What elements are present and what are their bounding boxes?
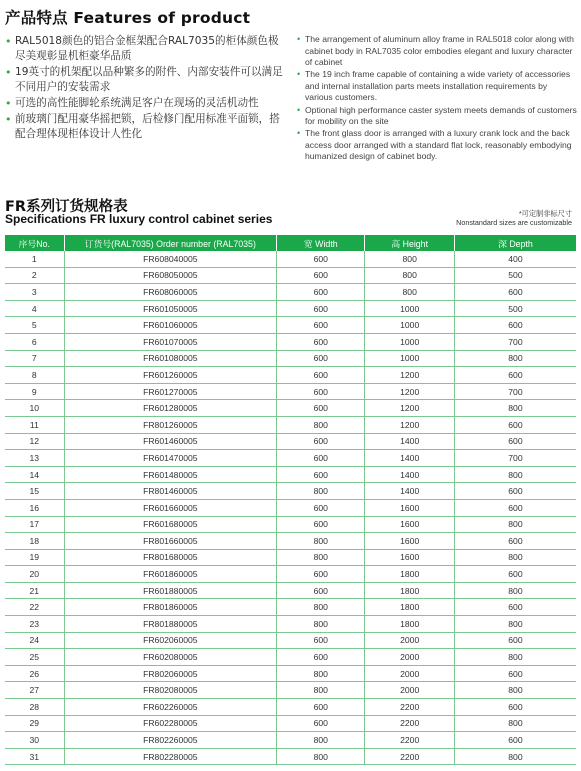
cell-no: 28 <box>5 699 64 716</box>
cell-depth: 700 <box>454 383 576 400</box>
cell-no: 7 <box>5 350 64 367</box>
cell-order-number: FR601050005 <box>64 300 277 317</box>
cell-height: 1800 <box>365 582 454 599</box>
cell-width: 600 <box>277 699 365 716</box>
table-row <box>5 400 576 417</box>
cell-order-number: FR801880005 <box>64 616 277 633</box>
cell-depth: 700 <box>454 450 576 467</box>
cell-depth: 800 <box>454 516 576 533</box>
cell-width: 600 <box>277 566 365 583</box>
features-title: 产品特点 Features of product <box>5 9 251 27</box>
cell-no: 10 <box>5 400 64 417</box>
cell-width: 600 <box>277 267 365 284</box>
cell-no: 11 <box>5 416 64 433</box>
cell-height: 1400 <box>365 466 454 483</box>
cell-width: 600 <box>277 649 365 666</box>
cell-height: 800 <box>365 251 454 267</box>
table-row <box>5 649 576 666</box>
cell-depth: 700 <box>454 333 576 350</box>
cell-no: 25 <box>5 649 64 666</box>
cell-no: 23 <box>5 616 64 633</box>
cell-height: 2000 <box>365 665 454 682</box>
cell-order-number: FR801860005 <box>64 599 277 616</box>
cell-height: 2000 <box>365 682 454 699</box>
cell-height: 2200 <box>365 748 454 765</box>
cell-height: 2200 <box>365 732 454 749</box>
table-row <box>5 317 576 334</box>
cell-order-number: FR601660005 <box>64 499 277 516</box>
feature-item-en: • The 19 inch frame capable of containing a wide variety of accessories and internal installation parts meets installation requirements by various customers. <box>297 69 577 104</box>
cell-width: 800 <box>277 533 365 550</box>
cell-height: 1600 <box>365 516 454 533</box>
cell-height: 1000 <box>365 333 454 350</box>
cell-order-number: FR601880005 <box>64 582 277 599</box>
feature-item-en: • Optional high performance caster system meets demands of customers for mobility on the site <box>297 105 577 128</box>
cell-order-number: FR601470005 <box>64 450 277 467</box>
cell-no: 31 <box>5 748 64 765</box>
table-row <box>5 350 576 367</box>
cell-depth: 600 <box>454 483 576 500</box>
table-row <box>5 616 576 633</box>
table-row <box>5 466 576 483</box>
header-no: 序号No. <box>5 235 64 251</box>
cell-width: 600 <box>277 367 365 384</box>
cell-order-number: FR801660005 <box>64 533 277 550</box>
cell-depth: 400 <box>454 251 576 267</box>
cell-order-number: FR608050005 <box>64 267 277 284</box>
cell-depth: 500 <box>454 300 576 317</box>
spec-title-en: Specifications FR luxury control cabinet series <box>5 212 273 226</box>
cell-height: 2200 <box>365 715 454 732</box>
header-height: 高 Height <box>365 235 454 251</box>
cell-width: 600 <box>277 516 365 533</box>
cell-width: 600 <box>277 632 365 649</box>
cell-no: 1 <box>5 251 64 267</box>
cell-height: 1200 <box>365 367 454 384</box>
cell-order-number: FR601260005 <box>64 367 277 384</box>
cell-no: 4 <box>5 300 64 317</box>
cell-order-number: FR601460005 <box>64 433 277 450</box>
cell-no: 15 <box>5 483 64 500</box>
feature-item-cn: • 前玻璃门配用豪华摇把锁，后检修门配用标准平面锁，搭配合理体现柜体设计人性化 <box>5 112 287 142</box>
cell-order-number: FR802060005 <box>64 665 277 682</box>
cell-no: 19 <box>5 549 64 566</box>
cell-depth: 600 <box>454 416 576 433</box>
note-en: Nonstandard sizes are customizable <box>456 218 572 227</box>
table-header-row <box>5 235 576 251</box>
cell-height: 1600 <box>365 533 454 550</box>
cell-depth: 800 <box>454 549 576 566</box>
cell-no: 14 <box>5 466 64 483</box>
cell-depth: 600 <box>454 433 576 450</box>
cell-depth: 600 <box>454 284 576 301</box>
features-list-cn <box>5 34 287 143</box>
cell-height: 1800 <box>365 616 454 633</box>
table-row <box>5 333 576 350</box>
cell-width: 600 <box>277 383 365 400</box>
table-row <box>5 632 576 649</box>
spec-title-cn: FR系列订货规格表 <box>5 199 128 215</box>
cell-order-number: FR602280005 <box>64 715 277 732</box>
cell-no: 20 <box>5 566 64 583</box>
cell-height: 1600 <box>365 499 454 516</box>
cell-order-number: FR602260005 <box>64 699 277 716</box>
cell-width: 800 <box>277 732 365 749</box>
note-cn: *可定制非标尺寸 <box>518 209 572 218</box>
header-depth: 深 Depth <box>454 235 576 251</box>
cell-no: 21 <box>5 582 64 599</box>
table-row <box>5 284 576 301</box>
cell-order-number: FR601480005 <box>64 466 277 483</box>
cell-width: 600 <box>277 333 365 350</box>
cell-height: 1000 <box>365 300 454 317</box>
cell-no: 6 <box>5 333 64 350</box>
cell-depth: 600 <box>454 732 576 749</box>
features-list-en <box>297 34 577 164</box>
cell-width: 600 <box>277 251 365 267</box>
table-row <box>5 433 576 450</box>
cell-width: 600 <box>277 350 365 367</box>
table-row <box>5 267 576 284</box>
cell-order-number: FR802280005 <box>64 748 277 765</box>
cell-depth: 800 <box>454 748 576 765</box>
table-row <box>5 549 576 566</box>
cell-width: 800 <box>277 665 365 682</box>
cell-depth: 600 <box>454 317 576 334</box>
cell-height: 2200 <box>365 699 454 716</box>
cell-width: 800 <box>277 616 365 633</box>
cell-no: 24 <box>5 632 64 649</box>
header-width: 宽 Width <box>277 235 365 251</box>
cell-depth: 800 <box>454 350 576 367</box>
cell-depth: 800 <box>454 682 576 699</box>
table-row <box>5 251 576 267</box>
cell-depth: 600 <box>454 367 576 384</box>
table-row <box>5 582 576 599</box>
cell-height: 2000 <box>365 649 454 666</box>
cell-order-number: FR601070005 <box>64 333 277 350</box>
cell-order-number: FR801260005 <box>64 416 277 433</box>
table-row <box>5 748 576 765</box>
cell-width: 600 <box>277 450 365 467</box>
cell-no: 2 <box>5 267 64 284</box>
cell-no: 13 <box>5 450 64 467</box>
cell-no: 30 <box>5 732 64 749</box>
cell-width: 600 <box>277 284 365 301</box>
table-row <box>5 665 576 682</box>
cell-order-number: FR801460005 <box>64 483 277 500</box>
cell-depth: 800 <box>454 400 576 417</box>
cell-order-number: FR802080005 <box>64 682 277 699</box>
table-row <box>5 416 576 433</box>
cell-order-number: FR601280005 <box>64 400 277 417</box>
cell-depth: 600 <box>454 533 576 550</box>
table-row <box>5 682 576 699</box>
cell-height: 1400 <box>365 483 454 500</box>
cell-no: 8 <box>5 367 64 384</box>
cell-depth: 800 <box>454 616 576 633</box>
cell-no: 9 <box>5 383 64 400</box>
cell-width: 600 <box>277 317 365 334</box>
cell-no: 5 <box>5 317 64 334</box>
cell-width: 800 <box>277 549 365 566</box>
table-row <box>5 383 576 400</box>
cell-depth: 600 <box>454 632 576 649</box>
table-row <box>5 599 576 616</box>
cell-order-number: FR601270005 <box>64 383 277 400</box>
table-row <box>5 367 576 384</box>
table-row <box>5 732 576 749</box>
cell-depth: 800 <box>454 649 576 666</box>
table-row <box>5 516 576 533</box>
cell-depth: 500 <box>454 267 576 284</box>
cell-width: 800 <box>277 599 365 616</box>
cell-width: 600 <box>277 400 365 417</box>
cell-height: 1200 <box>365 383 454 400</box>
cell-no: 17 <box>5 516 64 533</box>
cell-order-number: FR601860005 <box>64 566 277 583</box>
cell-order-number: FR601060005 <box>64 317 277 334</box>
nonstandard-note <box>456 209 572 227</box>
cell-height: 2000 <box>365 632 454 649</box>
cell-height: 1400 <box>365 450 454 467</box>
table-row <box>5 566 576 583</box>
cell-depth: 600 <box>454 566 576 583</box>
cell-order-number: FR608060005 <box>64 284 277 301</box>
cell-order-number: FR608040005 <box>64 251 277 267</box>
cell-order-number: FR601680005 <box>64 516 277 533</box>
cell-height: 1200 <box>365 416 454 433</box>
cell-no: 27 <box>5 682 64 699</box>
cell-no: 3 <box>5 284 64 301</box>
cell-no: 29 <box>5 715 64 732</box>
cell-no: 18 <box>5 533 64 550</box>
cell-height: 1000 <box>365 317 454 334</box>
cell-width: 800 <box>277 748 365 765</box>
cell-order-number: FR601080005 <box>64 350 277 367</box>
cell-width: 600 <box>277 715 365 732</box>
table-row <box>5 699 576 716</box>
feature-item-cn: • 19英寸的机架配以品种繁多的附件、内部安装件可以满足不同用户的安装需求 <box>5 65 287 95</box>
cell-width: 600 <box>277 300 365 317</box>
table-row <box>5 300 576 317</box>
spec-table <box>5 235 576 765</box>
cell-depth: 600 <box>454 665 576 682</box>
header-order-number: 订货号(RAL7035) Order number (RAL7035) <box>64 235 277 251</box>
cell-height: 1800 <box>365 599 454 616</box>
cell-depth: 800 <box>454 582 576 599</box>
cell-width: 600 <box>277 582 365 599</box>
cell-depth: 600 <box>454 599 576 616</box>
feature-item-cn: • RAL5018颜色的铝合金框架配合RAL7035的柜体颜色极尽美观彰显机柜豪华品质 <box>5 34 287 64</box>
table-row <box>5 533 576 550</box>
table-row <box>5 715 576 732</box>
cell-width: 800 <box>277 483 365 500</box>
feature-item-en: • The front glass door is arranged with a luxury crank lock and the back access door arranged with a standard flat lock, reasonably embodying humanized design of cabinet body. <box>297 128 577 163</box>
table-body <box>5 251 576 765</box>
table-row <box>5 450 576 467</box>
cell-height: 800 <box>365 284 454 301</box>
cell-no: 16 <box>5 499 64 516</box>
cell-order-number: FR602080005 <box>64 649 277 666</box>
cell-depth: 800 <box>454 715 576 732</box>
cell-order-number: FR801680005 <box>64 549 277 566</box>
cell-height: 1000 <box>365 350 454 367</box>
feature-item-cn: • 可选的高性能脚轮系统满足客户在现场的灵活机动性 <box>5 96 287 111</box>
feature-item-en: • The arrangement of aluminum alloy frame in RAL5018 color along with cabinet body in RAL7035 color embodies elegant and luxury character of cabinet <box>297 34 577 69</box>
cell-depth: 600 <box>454 699 576 716</box>
cell-width: 600 <box>277 433 365 450</box>
cell-order-number: FR802260005 <box>64 732 277 749</box>
cell-no: 26 <box>5 665 64 682</box>
cell-width: 800 <box>277 416 365 433</box>
cell-height: 1200 <box>365 400 454 417</box>
cell-order-number: FR602060005 <box>64 632 277 649</box>
cell-no: 12 <box>5 433 64 450</box>
table-row <box>5 483 576 500</box>
table-row <box>5 499 576 516</box>
cell-depth: 800 <box>454 466 576 483</box>
cell-width: 800 <box>277 682 365 699</box>
cell-width: 600 <box>277 499 365 516</box>
cell-width: 600 <box>277 466 365 483</box>
cell-depth: 600 <box>454 499 576 516</box>
cell-height: 1600 <box>365 549 454 566</box>
cell-height: 1400 <box>365 433 454 450</box>
cell-height: 800 <box>365 267 454 284</box>
cell-height: 1800 <box>365 566 454 583</box>
cell-no: 22 <box>5 599 64 616</box>
